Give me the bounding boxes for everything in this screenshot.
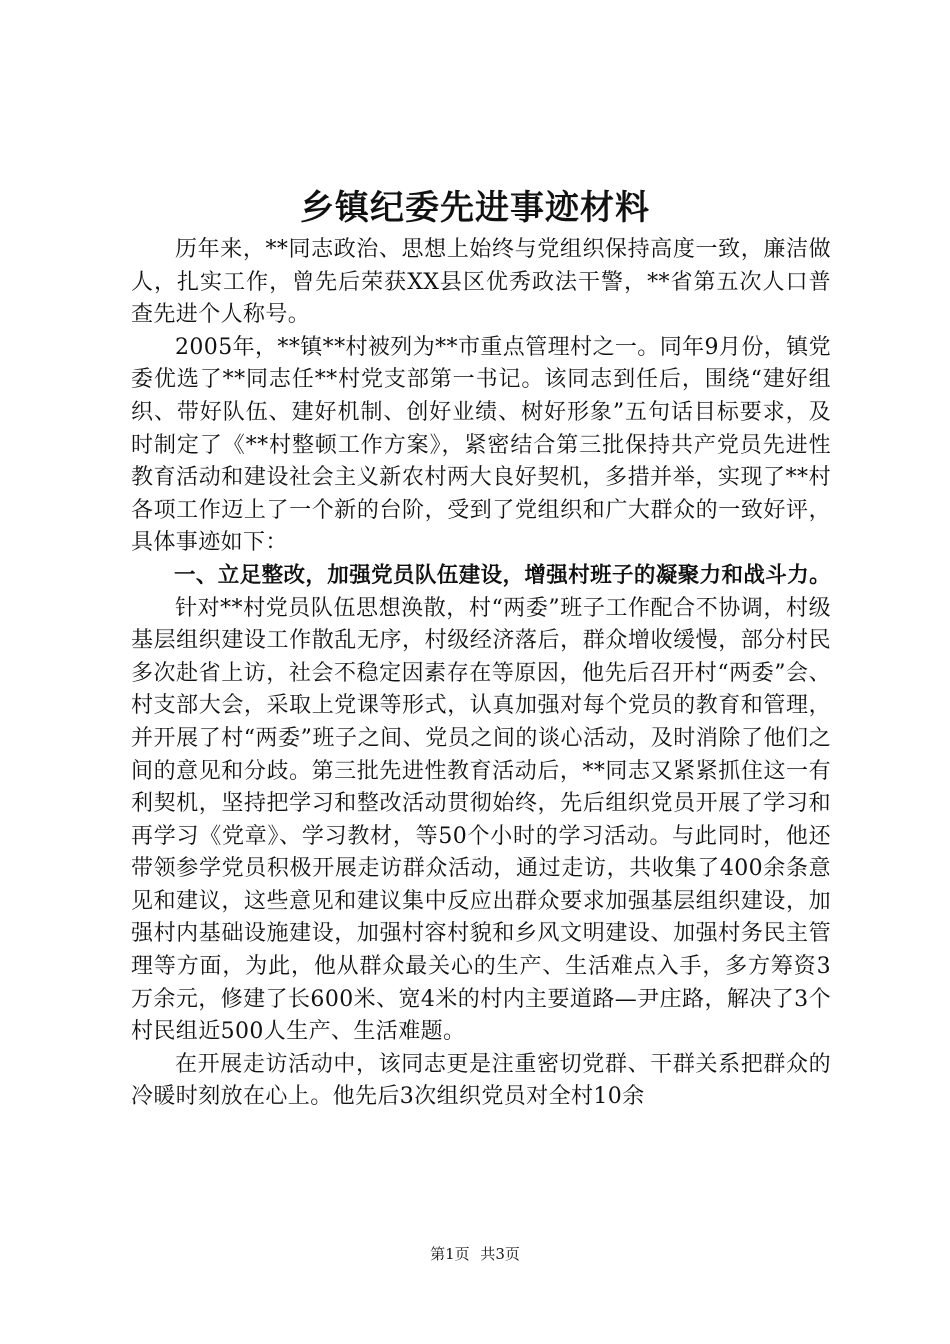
page-footer — [0, 1244, 950, 1264]
document-title: 乡镇纪委先进事迹材料 — [300, 188, 650, 228]
paragraph-background: 2005年，**镇**村被列为**市重点管理村之一。同年9月份，镇党委优选了**同志任**村党支部第一书记。该同志到任后，围绕“建好组织、带好队伍、建好机制、创好业绩、树好形象”五句话目标要求，及时制定了《**村整顿工作方案》，紧密结合第三批保持共产党员先进性教育活动和建设社会主义新农村两大良好契机，多措并举，实现了**村各项工作迈上了一个新的台阶，受到了党组织和广大群众的一致好评，具体事迹如下： — [131, 334, 831, 556]
document-body — [131, 234, 831, 1114]
page-total: 共3页 — [480, 1245, 520, 1263]
page-number: 第1页 — [430, 1245, 470, 1263]
section-heading-1: 一、立足整改，加强党员队伍建设，增强村班子的凝聚力和战斗力。 — [174, 562, 832, 588]
paragraph-intro: 历年来，**同志政治、思想上始终与党组织保持高度一致，廉洁做人，扎实工作，曾先后荣获XX县区优秀政法干警，**省第五次人口普查先进个人称号。 — [131, 237, 831, 328]
paragraph-visits: 在开展走访活动中，该同志更是注重密切党群、干群关系把群众的冷暖时刻放在心上。他先后3次组织党员对全村10余 — [131, 1051, 831, 1110]
paragraph-party-building: 针对**村党员队伍思想涣散，村“两委”班子工作配合不协调，村级基层组织建设工作散乱无序，村级经济落后，群众增收缓慢，部分村民多次赴省上访，社会不稳定因素存在等原因，他先后召开村“两委”会、村支部大会，采取上党课等形式，认真加强对每个党员的教育和管理，并开展了村“两委”班子之间、党员之间的谈心活动，及时消除了他们之间的意见和分歧。第三批先进性教育活动后，**同志又紧紧抓住这一有利契机，坚持把学习和整改活动贯彻始终，先后组织党员开展了学习和再学习《党章》、学习教材，等50个小时的学习活动。与此同时，他还带领参学党员积极开展走访群众活动，通过走访，共收集了400余条意见和建议，这些意见和建议集中反应出群众要求加强基层组织建设，加强村内基础设施建设，加强村容村貌和乡风文明建设、加强村务民主管理等方面，为此，他从群众最关心的生产、生活难点入手，多方筹资3万余元，修建了长600米、宽4米的村内主要道路—尹庄路，解决了3个村民组近500人生产、生活难题。 — [131, 595, 831, 1045]
